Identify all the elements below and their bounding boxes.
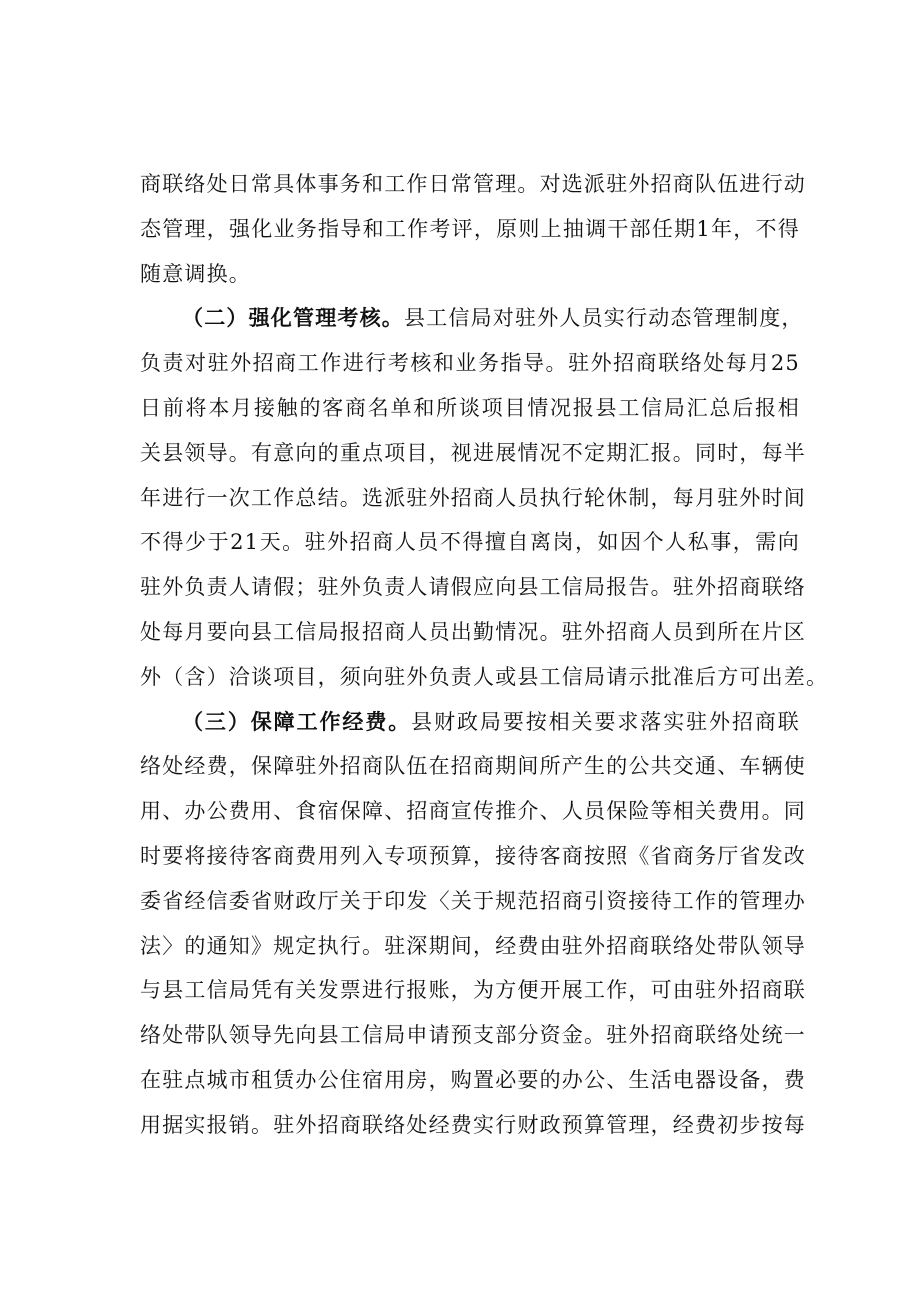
paragraph-2-line-7: 驻外负责人请假；驻外负责人请假应向县工信局报告。驻外招商联络 — [140, 575, 806, 600]
paragraph-2-line-9: 外（含）洽谈项目，须向驻外负责人或县工信局请示批准后方可出差。 — [140, 664, 829, 689]
paragraph-1-line-2: 态管理，强化业务指导和工作考评，原则上抽调干部任期1年，不得 — [140, 216, 800, 241]
paragraph-3-line-6: 法〉的通知》规定执行。驻深期间，经费由驻外招商联络处带队领导 — [140, 933, 806, 958]
paragraph-3-line-10: 用据实报销。驻外招商联络处经费实行财政预算管理，经费初步按每 — [140, 1112, 806, 1137]
paragraph-2-line-2: 负责对驻外招商工作进行考核和业务指导。驻外招商联络处每月25 — [140, 351, 800, 376]
paragraph-3-line-8: 络处带队领导先向县工信局申请预支部分资金。驻外招商联络处统一 — [140, 1023, 806, 1048]
paragraph-2-line-5: 年进行一次工作总结。选派驻外招商人员执行轮休制，每月驻外时间 — [140, 485, 806, 510]
paragraph-2-line-3: 日前将本月接触的客商名单和所谈项目情况报县工信局汇总后报相 — [140, 395, 800, 420]
paragraph-1-line-3: 随意调换。 — [140, 261, 251, 286]
paragraph-3-line-4: 时要将接待客商费用列入专项预算，接待客商按照《省商务厅省发改 — [140, 843, 806, 868]
paragraph-2-line-1 — [140, 296, 804, 341]
paragraph-3-line-1 — [140, 700, 800, 745]
paragraph-1-line-1: 商联络处日常具体事务和工作日常管理。对选派驻外招商队伍进行动 — [140, 172, 806, 196]
section-heading-3: （三）保障工作经费。 — [182, 709, 412, 734]
paragraph-3-line-1-text: 县财政局要按相关要求落实驻外招商联 — [411, 709, 800, 734]
paragraph-3-line-5: 委省经信委省财政厅关于印发〈关于规范招商引资接待工作的管理办 — [140, 888, 806, 913]
paragraph-2-line-6: 不得少于21天。驻外招商人员不得擅自离岗，如因个人私事，需向 — [140, 530, 800, 555]
section-heading-2: （二）强化管理考核。 — [182, 306, 404, 331]
paragraph-3-line-9: 在驻点城市租赁办公住宿用房，购置必要的办公、生活电器设备，费 — [140, 1067, 806, 1092]
paragraph-3-line-3: 用、办公费用、食宿保障、招商宣传推介、人员保险等相关费用。同 — [140, 799, 806, 824]
paragraph-3-line-2: 络处经费，保障驻外招商队伍在招商期间所产生的公共交通、车辆使 — [140, 754, 806, 779]
document-body — [140, 162, 829, 1148]
paragraph-2-line-4: 关县领导。有意向的重点项目，视进展情况不定期汇报。同时，每半 — [140, 440, 806, 465]
paragraph-2-line-1-text: 县工信局对驻外人员实行动态管理制度， — [404, 306, 804, 331]
paragraph-2-line-8: 处每月要向县工信局报招商人员出勤情况。驻外招商人员到所在片区 — [140, 619, 806, 644]
paragraph-3-line-7: 与县工信局凭有关发票进行报账，为方便开展工作，可由驻外招商联 — [140, 978, 806, 1003]
